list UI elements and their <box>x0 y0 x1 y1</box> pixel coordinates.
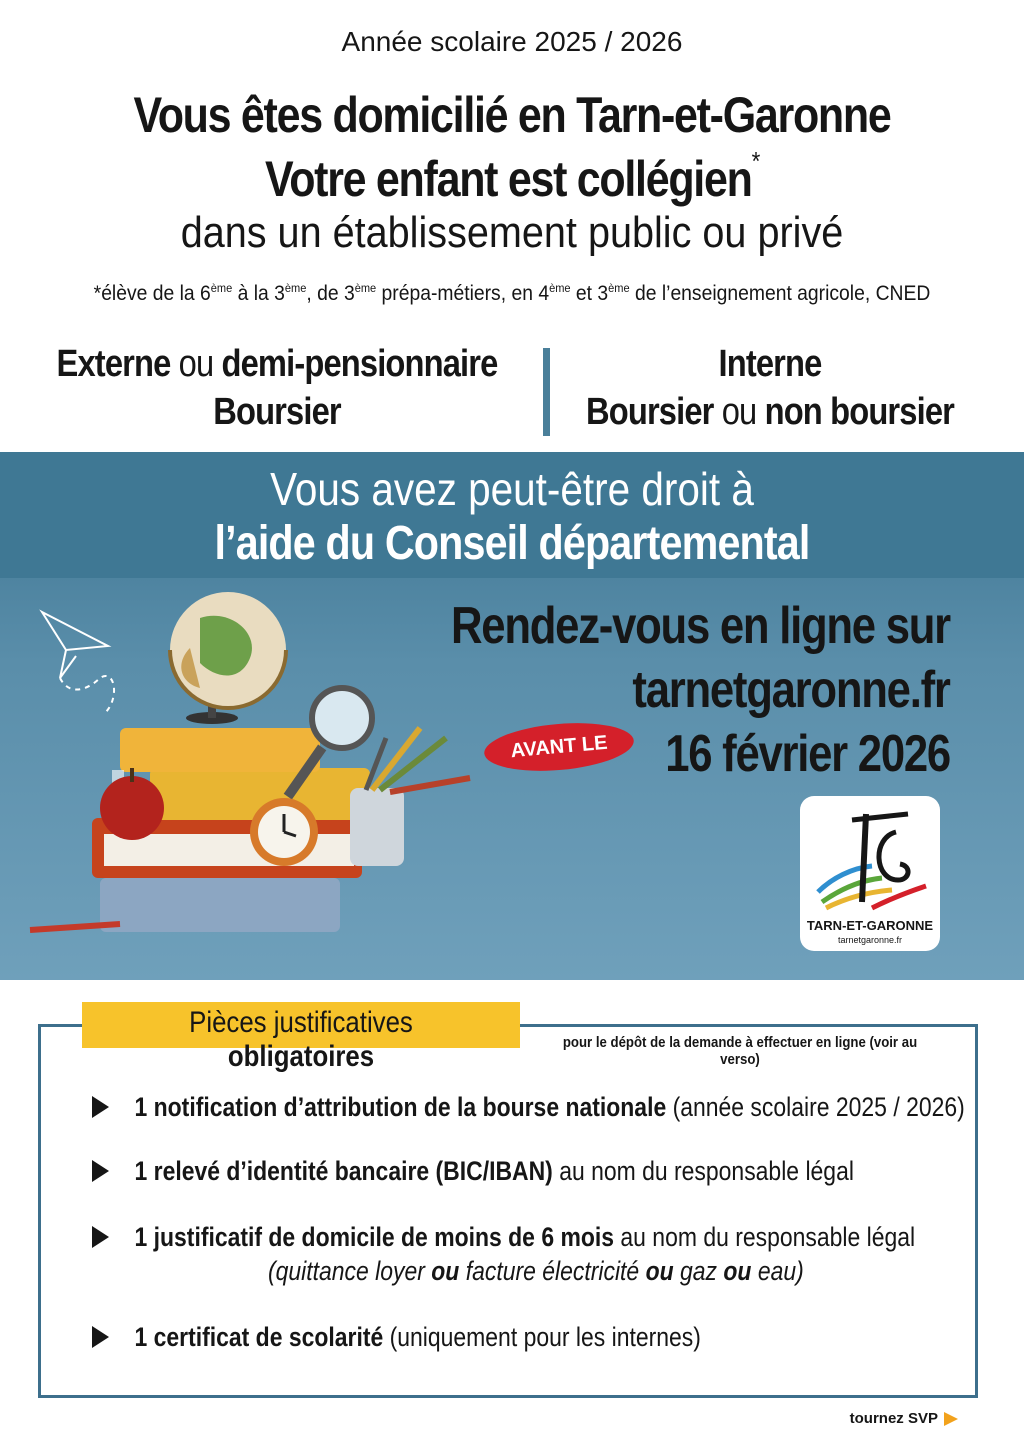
document-item-normal: (uniquement pour les internes) <box>383 1322 701 1352</box>
headline-residence: Vous êtes domicilié en Tarn-et-Garonne <box>133 87 891 143</box>
detail-part: eau) <box>751 1256 804 1286</box>
deadline-badge: AVANT LE <box>482 718 635 777</box>
detail-or: ou <box>431 1256 460 1286</box>
pencil-cup-icon <box>350 728 470 866</box>
school-supplies-illustration <box>0 578 520 978</box>
label-non-boursier: non boursier <box>764 391 954 433</box>
footnote-sup: ème <box>210 281 233 295</box>
eligibility-external <box>39 340 515 436</box>
document-item-bold: 1 certificat de scolarité <box>134 1322 384 1352</box>
footnote-mark: * <box>751 146 759 176</box>
label-externe: Externe <box>56 343 171 385</box>
label-boursier: Boursier <box>213 391 341 433</box>
footnote-sup: ème <box>608 281 630 295</box>
label-interne: Interne <box>718 343 822 385</box>
footnote-part: et 3 <box>570 282 609 305</box>
eligibility-internal <box>555 340 985 436</box>
detail-or: ou <box>723 1256 752 1286</box>
banner-line-1: Vous avez peut-être droit à <box>270 463 754 515</box>
document-item-bold: 1 justificatif de domicile de moins de 6 mois <box>134 1222 615 1252</box>
document-item <box>92 1156 854 1187</box>
footnote-sup: ème <box>284 281 307 295</box>
bullet-arrow-icon <box>92 1226 109 1248</box>
document-item-bold: 1 notification d’attribution de la bourse nationale <box>134 1092 667 1122</box>
globe-icon <box>170 592 286 724</box>
eligibility-external-line1 <box>39 340 515 388</box>
documents-title-bold: obligatoires <box>227 1040 375 1073</box>
headline-school-type: dans un établissement public ou privé <box>180 208 844 257</box>
turn-page-note <box>850 1410 958 1427</box>
document-item-detail <box>268 1256 804 1287</box>
documents-title <box>113 1006 490 1074</box>
bullet-arrow-icon <box>92 1326 109 1348</box>
label-or: ou <box>713 391 765 433</box>
footnote-part: prépa-métiers, en 4 <box>376 282 550 305</box>
document-item <box>92 1222 915 1253</box>
turn-page-text: tournez SVP <box>849 1410 938 1427</box>
logo-url: tarnetgaronne.fr <box>837 935 903 945</box>
footnote-part: *élève de la 6 <box>93 282 211 305</box>
detail-part: facture électricité <box>459 1256 646 1286</box>
footnote-part: de l’enseignement agricole, CNED <box>629 282 931 305</box>
document-item-normal: (année scolaire 2025 / 2026) <box>666 1092 965 1122</box>
headline-child <box>72 146 953 208</box>
eligibility-external-line2 <box>39 388 515 436</box>
footnote-sup: ème <box>549 281 571 295</box>
headline-child-text: Votre enfant est collégien <box>265 151 752 207</box>
logo-name: TARN-ET-GARONNE <box>806 918 934 933</box>
column-divider <box>543 348 550 436</box>
arrow-right-icon <box>944 1412 958 1426</box>
label-or: ou <box>170 343 222 385</box>
detail-part: (quittance loyer <box>268 1256 432 1286</box>
footnote <box>41 281 983 306</box>
banner-line-2: l’aide du Conseil départemental <box>214 517 810 570</box>
documents-title-normal: Pièces justificatives <box>189 1006 413 1039</box>
label-demi-pensionnaire: demi-pensionnaire <box>221 343 498 385</box>
cta-website[interactable]: tarnetgaronne.fr <box>632 661 950 719</box>
cta-line-1: Rendez-vous en ligne sur <box>451 597 950 655</box>
document-item <box>92 1322 701 1353</box>
bullet-arrow-icon <box>92 1096 109 1118</box>
detail-or: ou <box>645 1256 674 1286</box>
eligibility-internal-line1 <box>555 340 985 388</box>
document-item-normal: au nom du responsable légal <box>552 1156 854 1186</box>
school-year: Année scolaire 2025 / 2026 <box>341 26 683 57</box>
footnote-part: , de 3 <box>306 282 355 305</box>
footnote-sup: ème <box>354 281 377 295</box>
document-item-normal: au nom du responsable légal <box>614 1222 916 1252</box>
detail-part: gaz <box>673 1256 724 1286</box>
documents-subtitle: pour le dépôt de la demande à effectuer en ligne (voir au verso) <box>546 1034 933 1068</box>
bullet-arrow-icon <box>92 1160 109 1182</box>
label-boursier: Boursier <box>586 391 714 433</box>
tarn-et-garonne-logo <box>812 808 928 916</box>
alarm-clock-icon <box>250 798 318 866</box>
paper-plane-icon <box>42 612 114 713</box>
deadline-date: 16 février 2026 <box>665 725 950 783</box>
document-item <box>92 1092 965 1123</box>
footnote-part: à la 3 <box>232 282 285 305</box>
eligibility-internal-line2 <box>555 388 985 436</box>
document-item-bold: 1 relevé d’identité bancaire (BIC/IBAN) <box>134 1156 553 1186</box>
